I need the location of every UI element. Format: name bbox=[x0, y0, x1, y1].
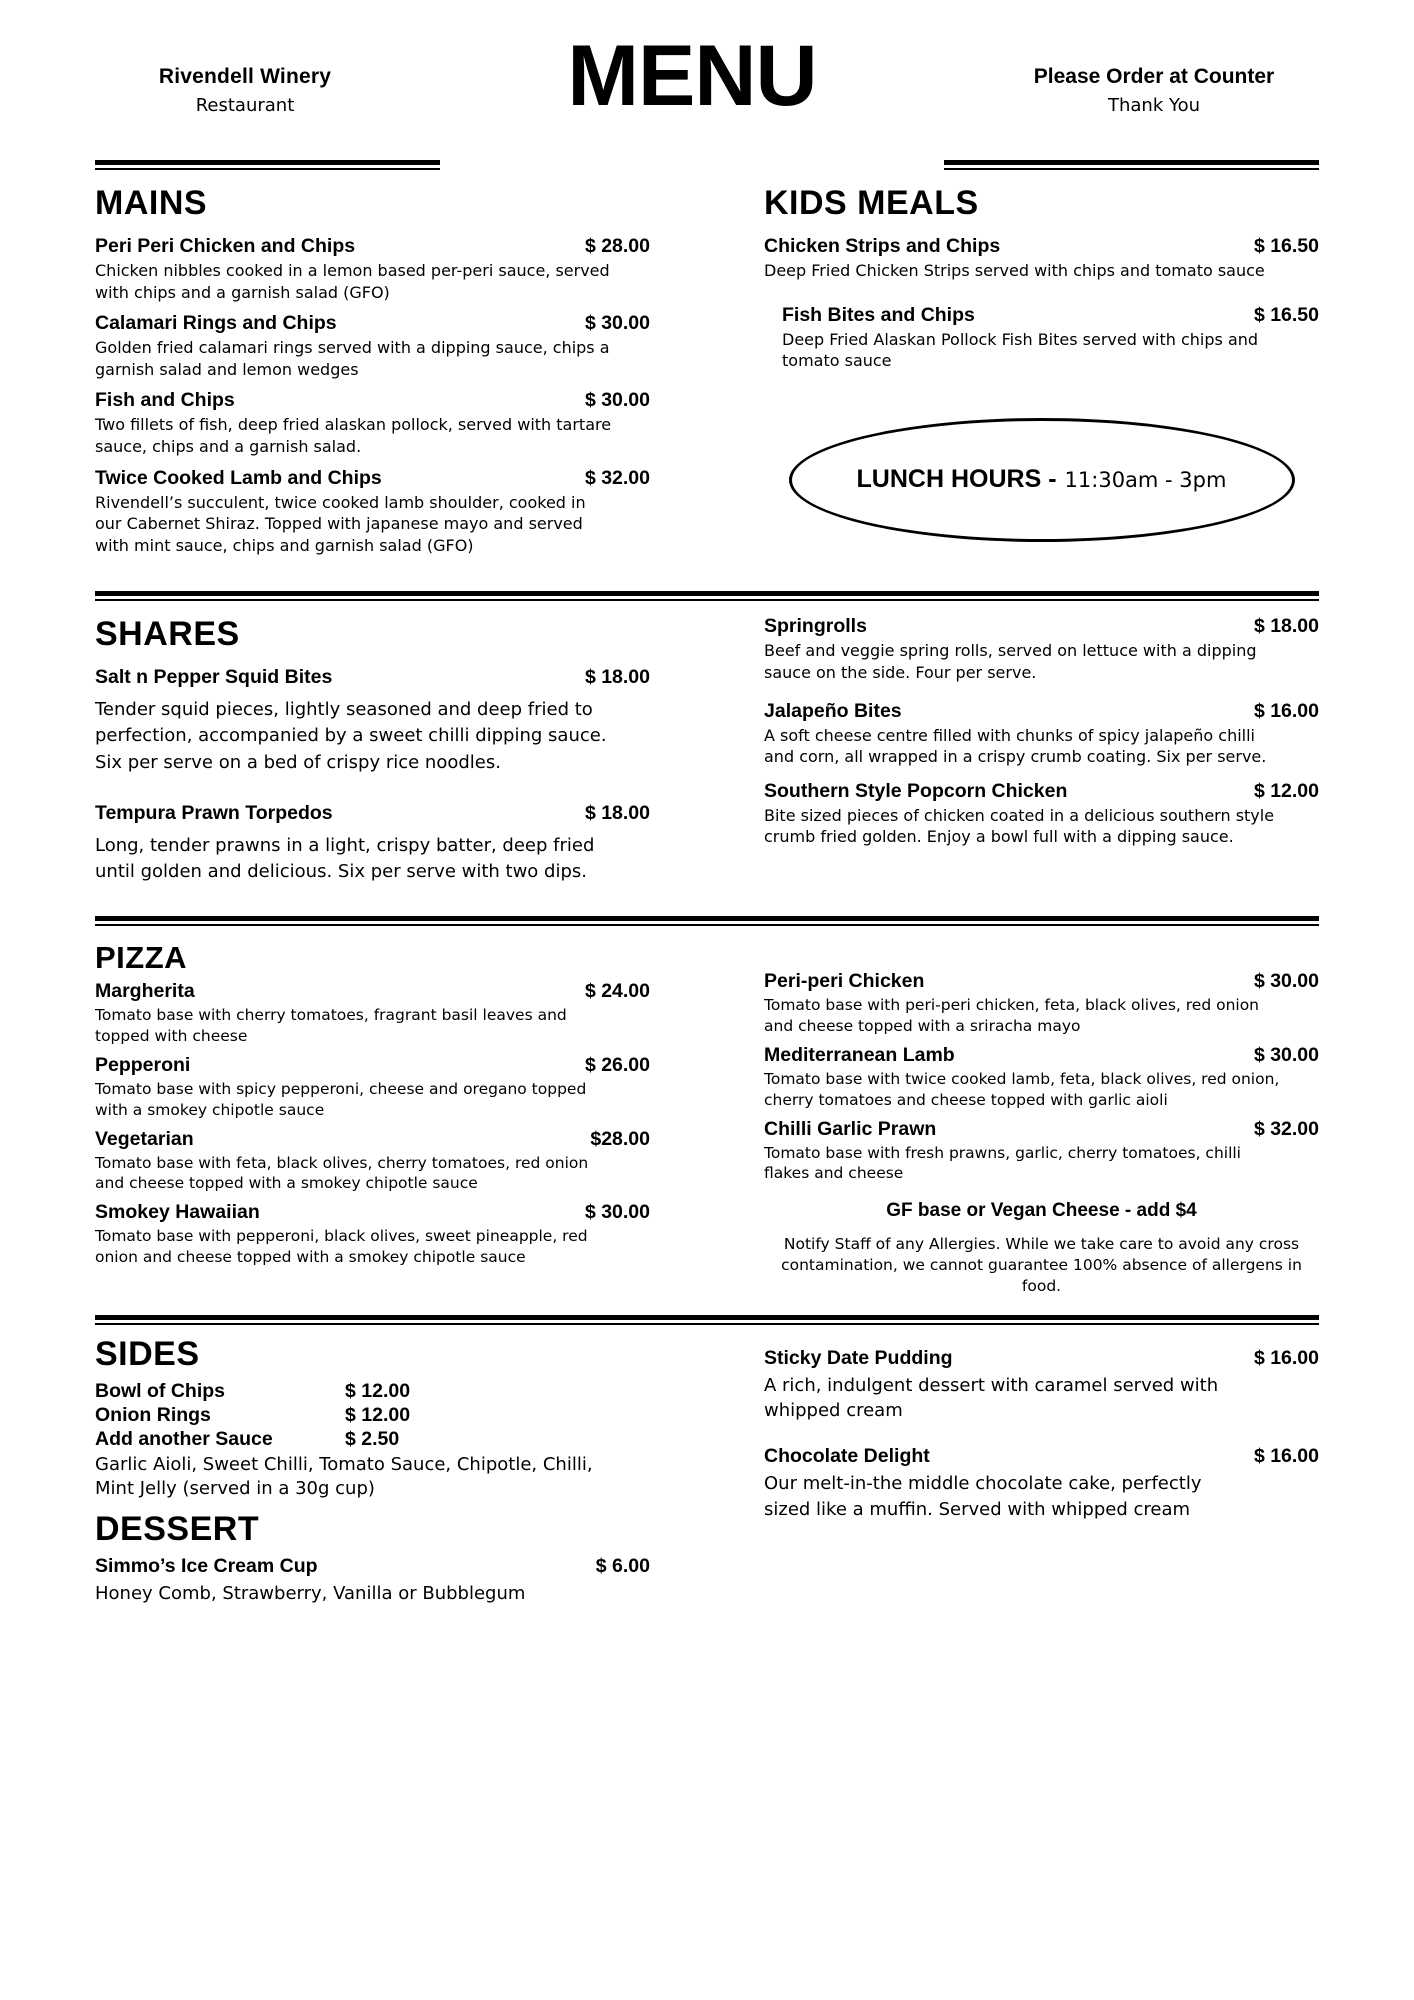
item-price: $ 16.00 bbox=[1253, 1347, 1319, 1370]
thank-you-text: Thank You bbox=[1107, 95, 1200, 116]
item-description: Tomato base with fresh prawns, garlic, cherry tomatoes, chilli flakes and cheese bbox=[764, 1143, 1241, 1183]
shares-section bbox=[95, 601, 1319, 893]
item-name: Twice Cooked Lamb and Chips bbox=[95, 466, 382, 489]
section-title-sides: SIDES bbox=[95, 1335, 200, 1374]
item-name: Bowl of Chips bbox=[95, 1380, 225, 1403]
item-price: $ 30.00 bbox=[1253, 1043, 1319, 1066]
item-description: Golden fried calamari rings served with a dipping sauce, chips a garnish salad and lemon wedges bbox=[95, 338, 610, 379]
item-price: $ 16.50 bbox=[1253, 235, 1319, 257]
item-name: Margherita bbox=[95, 979, 195, 1002]
item-price: $ 12.00 bbox=[345, 1380, 411, 1403]
page-title: MENU bbox=[567, 28, 817, 124]
item-name: Mediterranean Lamb bbox=[764, 1043, 955, 1066]
pizza-column-right bbox=[764, 926, 1319, 1297]
item-name: Add another Sauce bbox=[95, 1428, 273, 1451]
brand-subtitle: Restaurant bbox=[195, 95, 295, 116]
menu-item bbox=[764, 1044, 1319, 1111]
pizza-section bbox=[95, 926, 1319, 1297]
item-name: Chilli Garlic Prawn bbox=[764, 1117, 937, 1140]
menu-item bbox=[764, 304, 1319, 372]
item-description: Tomato base with pepperoni, black olives, sweet pineapple, red onion and cheese topped with a smokey chipotle sauce bbox=[95, 1227, 588, 1267]
side-item bbox=[95, 1428, 650, 1451]
item-price: $ 12.00 bbox=[345, 1404, 411, 1427]
menu-item bbox=[95, 802, 650, 885]
menu-item bbox=[764, 970, 1319, 1037]
item-price: $ 16.00 bbox=[1253, 699, 1319, 722]
item-price: $28.00 bbox=[590, 1127, 650, 1150]
side-item bbox=[95, 1404, 650, 1427]
menu-item bbox=[764, 700, 1319, 768]
item-name: Chicken Strips and Chips bbox=[764, 235, 1001, 257]
item-name: Fish and Chips bbox=[95, 389, 235, 412]
item-name: Vegetarian bbox=[95, 1127, 194, 1150]
item-name: Peri Peri Chicken and Chips bbox=[95, 235, 356, 257]
item-name: Chocolate Delight bbox=[764, 1445, 930, 1468]
item-name: Springrolls bbox=[764, 615, 867, 638]
item-name: Simmo’s Ice Cream Cup bbox=[95, 1554, 318, 1577]
item-description: Deep Fried Chicken Strips served with chips and tomato sauce bbox=[764, 261, 1265, 280]
item-description: Tomato base with cherry tomatoes, fragrant basil leaves and topped with cheese bbox=[95, 1005, 567, 1045]
menu-header bbox=[95, 28, 1319, 150]
item-description: Two fillets of fish, deep fried alaskan pollock, served with tartare sauce, chips and a garnish salad. bbox=[95, 415, 612, 456]
menu-item bbox=[764, 1347, 1319, 1423]
item-name: Smokey Hawaiian bbox=[95, 1201, 260, 1224]
item-name: Onion Rings bbox=[95, 1404, 211, 1427]
item-price: $ 30.00 bbox=[584, 389, 650, 412]
item-description: Long, tender prawns in a light, crispy batter, deep fried until golden and delicious. Six per serve with two dips. bbox=[95, 834, 595, 882]
allergy-note: Notify Staff of any Allergies. While we take care to avoid any cross contamination, we cannot guarantee 100% absence of allergens in food. bbox=[781, 1235, 1302, 1296]
menu-item bbox=[95, 1555, 650, 1606]
menu-item bbox=[95, 1128, 650, 1195]
item-description: Rivendell’s succulent, twice cooked lamb shoulder, cooked in our Cabernet Shiraz. Topped with japanese mayo and served with mint sauce, chips and garnish salad (GFO) bbox=[95, 492, 586, 555]
mains-kids-section bbox=[95, 170, 1319, 565]
item-description: A soft cheese centre filled with chunks of spicy jalapeño chilli and corn, all wrapped in a crispy crumb coating. Six per serve. bbox=[764, 725, 1267, 767]
item-price: $ 30.00 bbox=[584, 1201, 650, 1224]
item-price: $ 18.00 bbox=[1253, 615, 1319, 638]
item-name: Jalapeño Bites bbox=[764, 699, 902, 722]
divider-right bbox=[944, 160, 1319, 170]
item-description: Our melt-in-the middle chocolate cake, perfectly sized like a muffin. Served with whipped cream bbox=[764, 1473, 1202, 1520]
item-name: Tempura Prawn Torpedos bbox=[95, 801, 333, 824]
shares-column-left bbox=[95, 601, 650, 893]
lunch-hours-badge bbox=[764, 418, 1319, 542]
item-price: $ 18.00 bbox=[584, 666, 650, 689]
menu-item bbox=[764, 235, 1319, 282]
menu-item bbox=[95, 312, 650, 380]
brand-name: Rivendell Winery bbox=[158, 65, 332, 88]
gf-vegan-note: GF base or Vegan Cheese - add $4 bbox=[886, 1200, 1197, 1222]
lunch-hours-time: 11:30am - 3pm bbox=[1064, 467, 1227, 492]
item-price: $ 16.50 bbox=[1253, 303, 1319, 326]
dessert-column bbox=[764, 1325, 1319, 1615]
section-title-pizza: PIZZA bbox=[95, 939, 188, 975]
menu-item bbox=[95, 235, 650, 303]
mains-column bbox=[95, 170, 650, 565]
item-description: Tender squid pieces, lightly seasoned and deep fried to perfection, accompanied by a sweet chilli dipping sauce. Six per serve on a bed of crispy rice noodles. bbox=[95, 699, 607, 773]
item-name: Fish Bites and Chips bbox=[782, 303, 975, 326]
sides-column bbox=[95, 1325, 650, 1615]
item-name: Sticky Date Pudding bbox=[764, 1347, 953, 1370]
item-name: Pepperoni bbox=[95, 1053, 191, 1076]
side-item bbox=[95, 1380, 650, 1403]
order-instruction: Please Order at Counter bbox=[1033, 65, 1275, 88]
item-price: $ 32.00 bbox=[1253, 1117, 1319, 1140]
item-description: Chicken nibbles cooked in a lemon based per-peri sauce, served with chips and a garnish salad (GFO) bbox=[95, 261, 610, 302]
pizza-column-left bbox=[95, 926, 650, 1297]
item-name: Peri-peri Chicken bbox=[764, 969, 925, 992]
item-description: Tomato base with twice cooked lamb, feta, black olives, red onion, cherry tomatoes and cheese topped with garlic aioli bbox=[764, 1069, 1280, 1109]
item-price: $ 16.00 bbox=[1253, 1445, 1319, 1468]
sauce-options: Garlic Aioli, Sweet Chilli, Tomato Sauce, Chipotle, Chilli, Mint Jelly (served in a 30g cup) bbox=[95, 1454, 593, 1500]
brand-block bbox=[95, 40, 395, 116]
item-description: Tomato base with feta, black olives, cherry tomatoes, red onion and cheese topped with a smokey chipotle sauce bbox=[95, 1153, 589, 1193]
item-price: $ 28.00 bbox=[584, 235, 650, 257]
item-name: Salt n Pepper Squid Bites bbox=[95, 666, 333, 689]
section-title-mains: MAINS bbox=[95, 184, 208, 222]
item-price: $ 32.00 bbox=[584, 466, 650, 489]
section-divider-sides bbox=[95, 1315, 1319, 1325]
item-description: Beef and veggie spring rolls, served on lettuce with a dipping sauce on the side. Four per serve. bbox=[764, 641, 1257, 682]
section-title-dessert: DESSERT bbox=[95, 1509, 260, 1548]
item-price: $ 26.00 bbox=[584, 1053, 650, 1076]
section-divider-pizza bbox=[95, 916, 1319, 926]
menu-item bbox=[95, 389, 650, 457]
menu-item bbox=[764, 1118, 1319, 1185]
menu-item bbox=[95, 666, 650, 775]
order-block bbox=[989, 40, 1319, 116]
item-description: Honey Comb, Strawberry, Vanilla or Bubblegum bbox=[95, 1582, 526, 1604]
menu-item bbox=[95, 980, 650, 1047]
item-name: Southern Style Popcorn Chicken bbox=[764, 779, 1068, 802]
divider-left bbox=[95, 160, 440, 170]
item-description: Bite sized pieces of chicken coated in a delicious southern style crumb fried golden. Enjoy a bowl full with a dipping sauce. bbox=[764, 805, 1275, 847]
item-price: $ 2.50 bbox=[345, 1428, 400, 1451]
sides-dessert-section bbox=[95, 1325, 1319, 1615]
header-divider bbox=[95, 160, 1319, 170]
menu-item bbox=[764, 780, 1319, 848]
item-description: Tomato base with spicy pepperoni, cheese and oregano topped with a smokey chipotle sauce bbox=[95, 1079, 587, 1119]
section-title-kids-meals: KIDS MEALS bbox=[764, 184, 979, 222]
menu-item bbox=[95, 467, 650, 557]
lunch-hours-label: LUNCH HOURS - bbox=[856, 465, 1057, 494]
item-price: $ 18.00 bbox=[584, 801, 650, 824]
item-price: $ 30.00 bbox=[1253, 969, 1319, 992]
menu-item bbox=[95, 1201, 650, 1268]
section-divider-shares bbox=[95, 591, 1319, 601]
kids-column bbox=[764, 170, 1319, 565]
item-description: Tomato base with peri-peri chicken, feta, black olives, red onion and cheese topped with a sriracha mayo bbox=[764, 995, 1260, 1035]
item-name: Calamari Rings and Chips bbox=[95, 312, 337, 335]
item-price: $ 24.00 bbox=[584, 979, 650, 1002]
menu-item bbox=[764, 1445, 1319, 1521]
section-title-shares: SHARES bbox=[95, 615, 240, 654]
item-price: $ 6.00 bbox=[595, 1554, 650, 1577]
item-price: $ 12.00 bbox=[1253, 779, 1319, 802]
item-description: Deep Fried Alaskan Pollock Fish Bites served with chips and tomato sauce bbox=[782, 329, 1259, 371]
menu-item bbox=[764, 615, 1319, 683]
menu-item bbox=[95, 1054, 650, 1121]
item-description: A rich, indulgent dessert with caramel served with whipped cream bbox=[764, 1375, 1219, 1422]
shares-column-right bbox=[764, 601, 1319, 893]
item-price: $ 30.00 bbox=[584, 312, 650, 335]
